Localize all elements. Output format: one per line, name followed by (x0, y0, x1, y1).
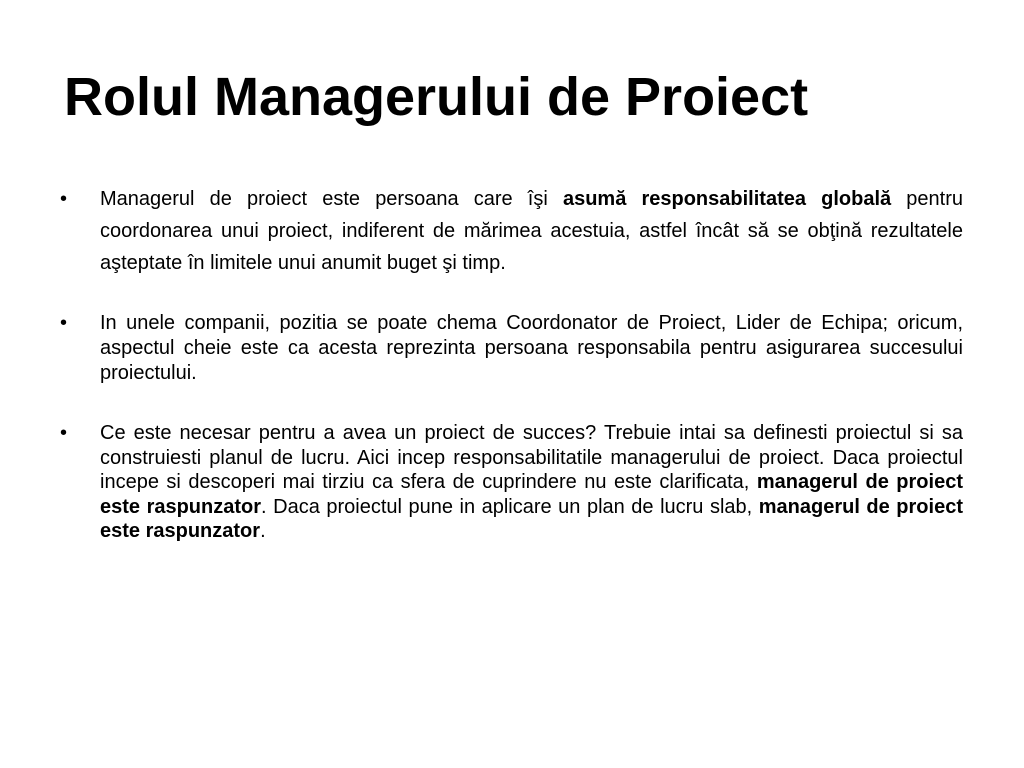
bullet-marker: • (60, 312, 68, 334)
bold-responsibility-phrase: managerul de proiect este raspunzator (100, 471, 963, 518)
bullet-text-segment: . (260, 520, 266, 543)
bold-responsibility-phrase: managerul de proiect este raspunzator (100, 495, 963, 543)
bullet-text: In unele companii, pozitia se poate chema Coordonator de Proiect, Lider de Echipa; oricum, aspectul cheie este ca acesta reprezinta persoana responsabila pentru asigurarea succesului proiectului. (100, 312, 963, 384)
bullet-text-segment: . Daca proiectul pune in aplicare un plan de lucru slab, (261, 495, 759, 518)
bullet-marker: • (60, 188, 68, 210)
slide-title: Rolul Managerului de Proiect (64, 67, 809, 127)
bullet-text-segment: Managerul de proiect este persoana care îşi (100, 188, 563, 210)
bold-responsibility-phrase: asumă responsabilitatea globală (562, 188, 892, 210)
bullet-text-segment: Ce este necesar pentru a avea un proiect de succes? Trebuie intai sa definesti proiectul si sa construiesti planul de lucru. Aici incep responsabilitatile managerului de proiect. Daca proiectul incepe si descoperi mai tirziu ca sfera de cuprindere nu este clarificata, (100, 422, 963, 494)
bullet-marker: • (60, 422, 68, 444)
bullet-item-success-requirements (60, 421, 963, 544)
bullet-item-project-manager-definition (60, 183, 963, 279)
bullet-list (60, 183, 963, 544)
bullet-text-segment: pentru coordonarea unui proiect, indiferent de mărimea acestuia, astfel încât să se obţină rezultatele aşteptate în limitele unui anumit buget şi timp. (100, 188, 964, 274)
bullet-item-alternative-titles (60, 311, 963, 386)
